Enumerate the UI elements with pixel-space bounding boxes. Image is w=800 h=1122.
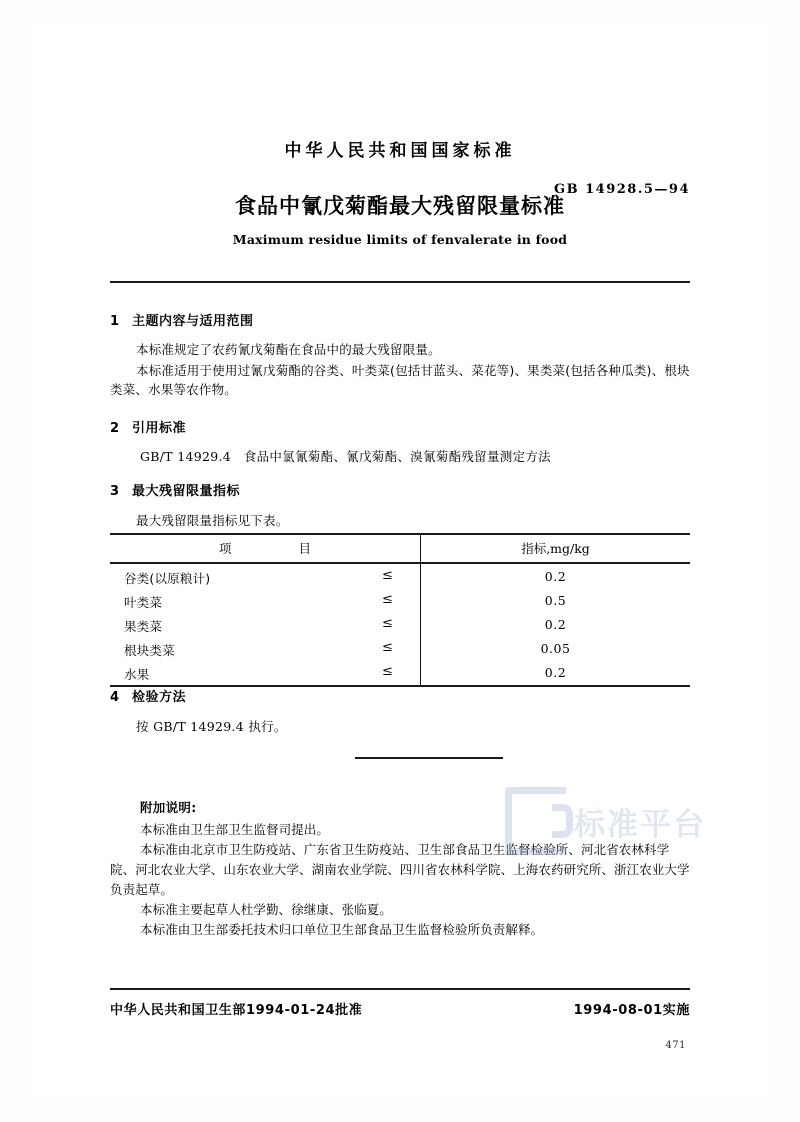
table-row (110, 589, 690, 614)
table-header-index: 指标,mg/kg (521, 541, 590, 556)
page-number: 471 (665, 1040, 686, 1051)
table-cell-value: 0.2 (544, 617, 567, 632)
section-2-heading (110, 417, 186, 436)
page-title: 食品中氰戊菊酯最大残留限量标准 (235, 194, 565, 218)
footer-divider (110, 988, 690, 990)
section-3-number: 3 (110, 484, 120, 499)
table-header-item: 项 目 (218, 541, 325, 556)
section-1-title: 主题内容与适用范围 (132, 314, 254, 329)
table-cell-operator: ≤ (382, 664, 393, 679)
table-cell-item: 根块类菜 (124, 643, 175, 658)
header-divider (110, 281, 690, 283)
table-row (110, 637, 690, 662)
table-cell-operator: ≤ (382, 592, 393, 607)
additional-note-line-3: 本标准主要起草人杜学勤、徐继康、张临夏。 (140, 902, 393, 917)
footer-approval-text: 中华人民共和国卫生部1994-01-24批准 (110, 1003, 363, 1018)
section-1-number: 1 (110, 314, 120, 329)
section-2-number: 2 (110, 421, 120, 436)
additional-note-line-2: 本标准由北京市卫生防疫站、广东省卫生防疫站、卫生部食品卫生监督检验所、河北省农林科学院、河北农业大学、山东农业大学、湖南农业学院、四川省农林科学院、上海农药研究所、浙江农业大学负责起草。 (110, 842, 690, 897)
table-cell-operator: ≤ (382, 616, 393, 631)
section-1-heading (110, 310, 254, 329)
section-2-reference: GB/T 14929.4 食品中氯氰菊酯、氰戊菊酯、溴氰菊酯残留量测定方法 (140, 449, 551, 464)
section-4-heading (110, 686, 186, 705)
section-3-paragraph-1: 最大残留限量指标见下表。 (136, 513, 289, 528)
footer-effective-text: 1994-08-01实施 (573, 1003, 690, 1018)
table-row (110, 565, 690, 590)
english-title: Maximum residue limits of fenvalerate in food (232, 232, 568, 247)
table-row (110, 613, 690, 638)
section-4-number: 4 (110, 690, 120, 705)
additional-note-heading: 附加说明: (140, 800, 197, 815)
section-1-paragraph-1: 本标准规定了农药氰戊菊酯在食品中的最大残留限量。 (136, 342, 441, 357)
table-cell-item: 谷类(以原粮计) (124, 571, 211, 586)
table-cell-operator: ≤ (382, 640, 393, 655)
table-cell-operator: ≤ (382, 568, 393, 583)
table-top-border (110, 533, 690, 535)
standard-number: GB 14928.5—94 (553, 182, 690, 197)
additional-note-line-1: 本标准由卫生部卫生监督司提出。 (140, 822, 330, 837)
table-cell-value: 0.5 (544, 593, 567, 608)
table-header-border (110, 562, 690, 564)
table-cell-value: 0.2 (544, 665, 567, 680)
table-cell-value: 0.05 (540, 641, 571, 656)
section-1-paragraph-2: 本标准适用于使用过氰戊菊酯的谷类、叶类菜(包括甘蓝头、菜花等)、果类菜(包括各种瓜类)、根块类菜、水果等农作物。 (110, 363, 690, 397)
section-4-title: 检验方法 (132, 690, 187, 705)
section-3-title: 最大残留限量指标 (132, 484, 241, 499)
section-3-heading (110, 480, 240, 499)
table-cell-value: 0.2 (544, 569, 567, 584)
section-separator-rule (355, 757, 503, 759)
table-cell-item: 果类菜 (124, 619, 163, 634)
section-4-paragraph-1: 按 GB/T 14929.4 执行。 (136, 719, 287, 734)
section-2-title: 引用标准 (132, 421, 187, 436)
national-standard-title: 中华人民共和国国家标准 (284, 141, 516, 161)
additional-note-line-4: 本标准由卫生部委托技术归口单位卫生部食品卫生监督检验所负责解释。 (140, 922, 544, 937)
table-cell-item: 叶类菜 (124, 595, 163, 610)
table-row (110, 661, 690, 686)
watermark-text: 标准平台 (574, 806, 706, 843)
table-cell-item: 水果 (124, 667, 150, 682)
